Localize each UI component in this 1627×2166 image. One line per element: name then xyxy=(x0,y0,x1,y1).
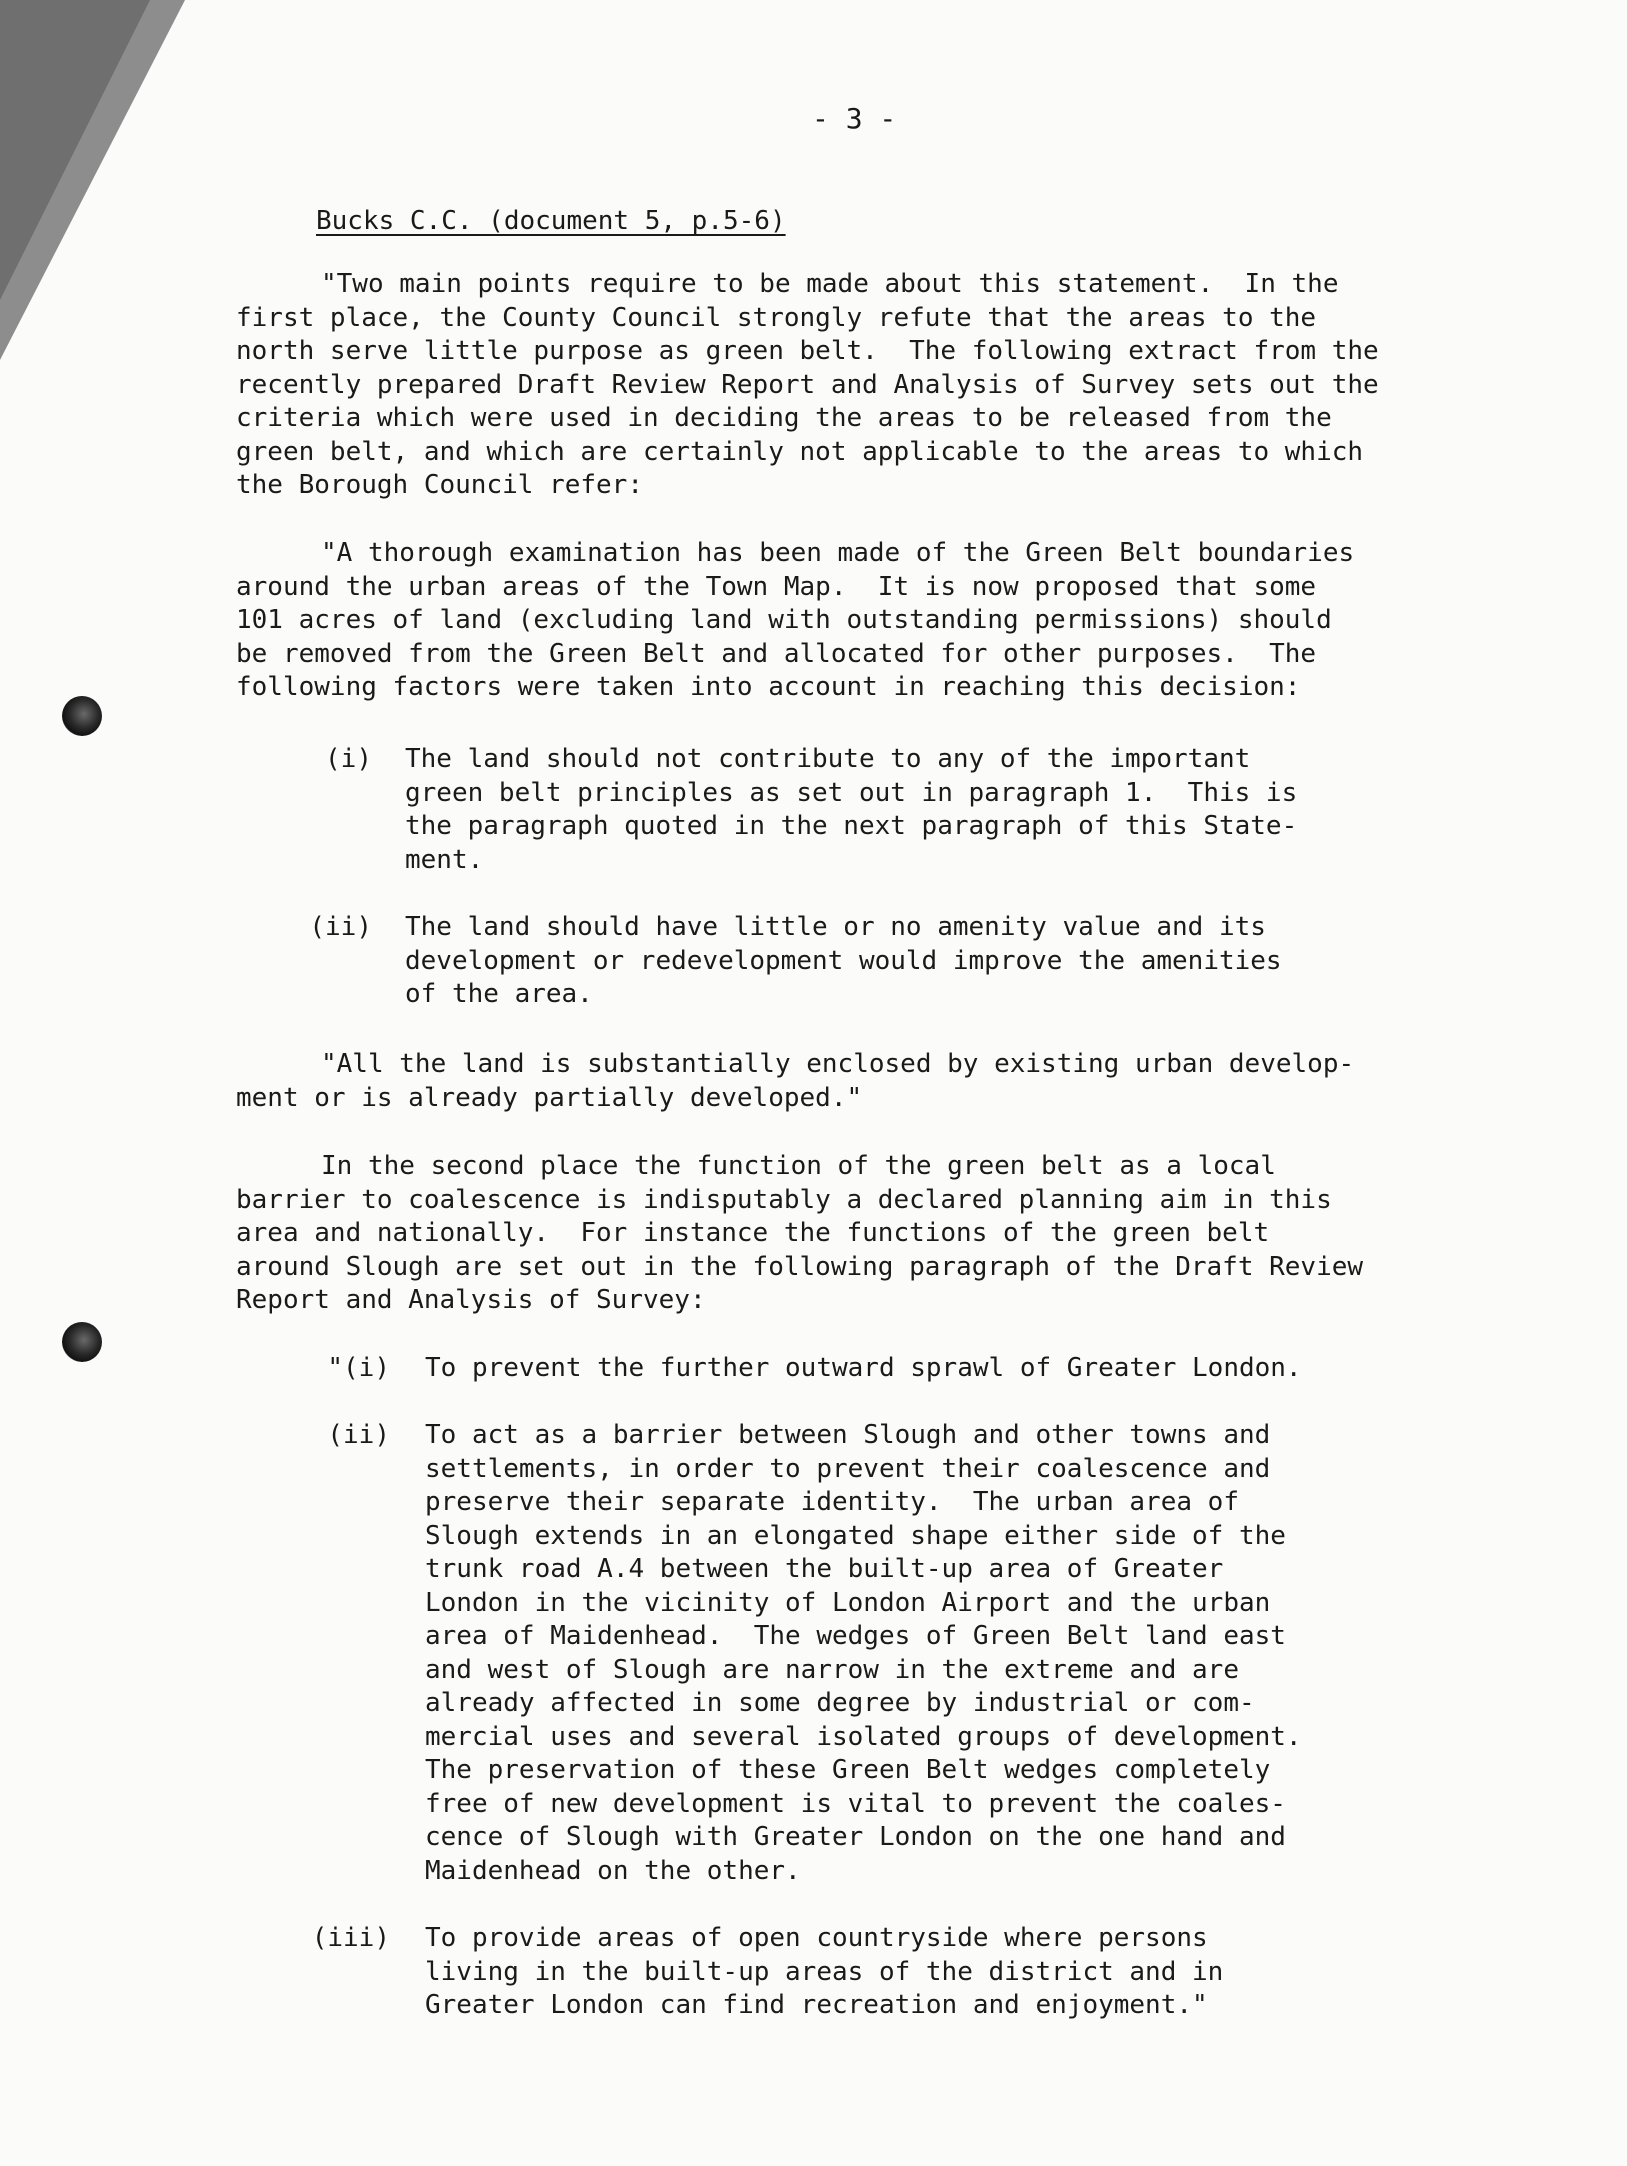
text-line: area and nationally. For instance the functions of the green belt xyxy=(236,1218,1270,1248)
text-line: In the second place the function of the green belt as a local xyxy=(321,1151,1276,1181)
list-item-line: London in the vicinity of London Airport and the urban xyxy=(425,1587,1271,1618)
list-item-line: living in the built-up areas of the district and in xyxy=(425,1956,1224,1987)
punch-hole-bottom xyxy=(62,1322,102,1362)
text-line: recently prepared Draft Review Report and Analysis of Survey sets out the xyxy=(236,369,1379,400)
list-item-line: of the area. xyxy=(405,979,593,1009)
list-item-line: preserve their separate identity. The urban area of xyxy=(425,1487,1239,1517)
list-item-line: To provide areas of open countryside where persons xyxy=(425,1923,1208,1953)
text-line: around Slough are set out in the following paragraph of the Draft Review xyxy=(236,1251,1364,1282)
list-marker: (iii) xyxy=(311,1923,390,1953)
text-line: first place, the County Council strongly refute that the areas to the xyxy=(236,302,1317,333)
list-item-line: cence of Slough with Greater London on the one hand and xyxy=(425,1822,1286,1852)
list-marker: (ii) xyxy=(309,912,372,942)
page-number: - 3 - xyxy=(812,102,897,135)
text-line: ment or is already partially developed." xyxy=(236,1082,863,1113)
list-marker: (ii) xyxy=(327,1420,390,1450)
list-item-line: already affected in some degree by industrial or com- xyxy=(425,1688,1255,1718)
list-item-line: mercial uses and several isolated groups of development. xyxy=(425,1721,1302,1752)
punch-hole-top xyxy=(62,696,102,736)
text-line: green belt, and which are certainly not applicable to the areas to which xyxy=(236,436,1364,467)
list-item-line: and west of Slough are narrow in the extreme and are xyxy=(425,1654,1239,1685)
text-line: following factors were taken into account in reaching this decision: xyxy=(236,672,1301,702)
text-line: 101 acres of land (excluding land with outstanding permissions) should xyxy=(236,605,1332,635)
list-item-line: The preservation of these Green Belt wedges completely xyxy=(425,1755,1271,1785)
list-item-line: Slough extends in an elongated shape either side of the xyxy=(425,1520,1286,1551)
text-line: the Borough Council refer: xyxy=(236,470,643,500)
text-line: Report and Analysis of Survey: xyxy=(236,1285,706,1315)
list-item-line: green belt principles as set out in paragraph 1. This is xyxy=(405,777,1298,808)
list-item-line: development or redevelopment would improve the amenities xyxy=(405,945,1282,976)
text-line: "A thorough examination has been made of the Green Belt boundaries xyxy=(321,538,1355,568)
list-item-line: The land should not contribute to any of the important xyxy=(405,744,1251,774)
list-item-line: Maidenhead on the other. xyxy=(425,1855,801,1886)
list-item-line: area of Maidenhead. The wedges of Green Belt land east xyxy=(425,1621,1286,1651)
text-line: north serve little purpose as green belt. The following extract from the xyxy=(236,336,1379,366)
list-item-line: To prevent the further outward sprawl of Greater London. xyxy=(425,1353,1302,1383)
text-line: be removed from the Green Belt and allocated for other purposes. The xyxy=(236,638,1317,669)
section-heading: Bucks C.C. (document 5, p.5-6) xyxy=(316,206,786,236)
list-item-line: To act as a barrier between Slough and other towns and xyxy=(425,1420,1271,1450)
list-item-line: settlements, in order to prevent their coalescence and xyxy=(425,1453,1271,1484)
list-item-line: the paragraph quoted in the next paragraph of this State- xyxy=(405,811,1298,841)
list-marker: "(i) xyxy=(327,1353,390,1383)
text-line: criteria which were used in deciding the areas to be released from the xyxy=(236,403,1332,433)
list-item-line: ment. xyxy=(405,844,484,875)
text-line: "All the land is substantially enclosed by existing urban develop- xyxy=(321,1049,1355,1079)
text-line: "Two main points require to be made about this statement. In the xyxy=(321,269,1339,299)
list-item-line: trunk road A.4 between the built-up area of Greater xyxy=(425,1554,1224,1584)
text-line: around the urban areas of the Town Map. It is now proposed that some xyxy=(236,571,1317,602)
list-item-line: Greater London can find recreation and enjoyment." xyxy=(425,1990,1208,2020)
text-line: barrier to coalescence is indisputably a declared planning aim in this xyxy=(236,1184,1332,1215)
list-item-line: free of new development is vital to prevent the coales- xyxy=(425,1788,1286,1819)
list-item-line: The land should have little or no amenity value and its xyxy=(405,912,1266,942)
list-marker: (i) xyxy=(325,744,372,774)
